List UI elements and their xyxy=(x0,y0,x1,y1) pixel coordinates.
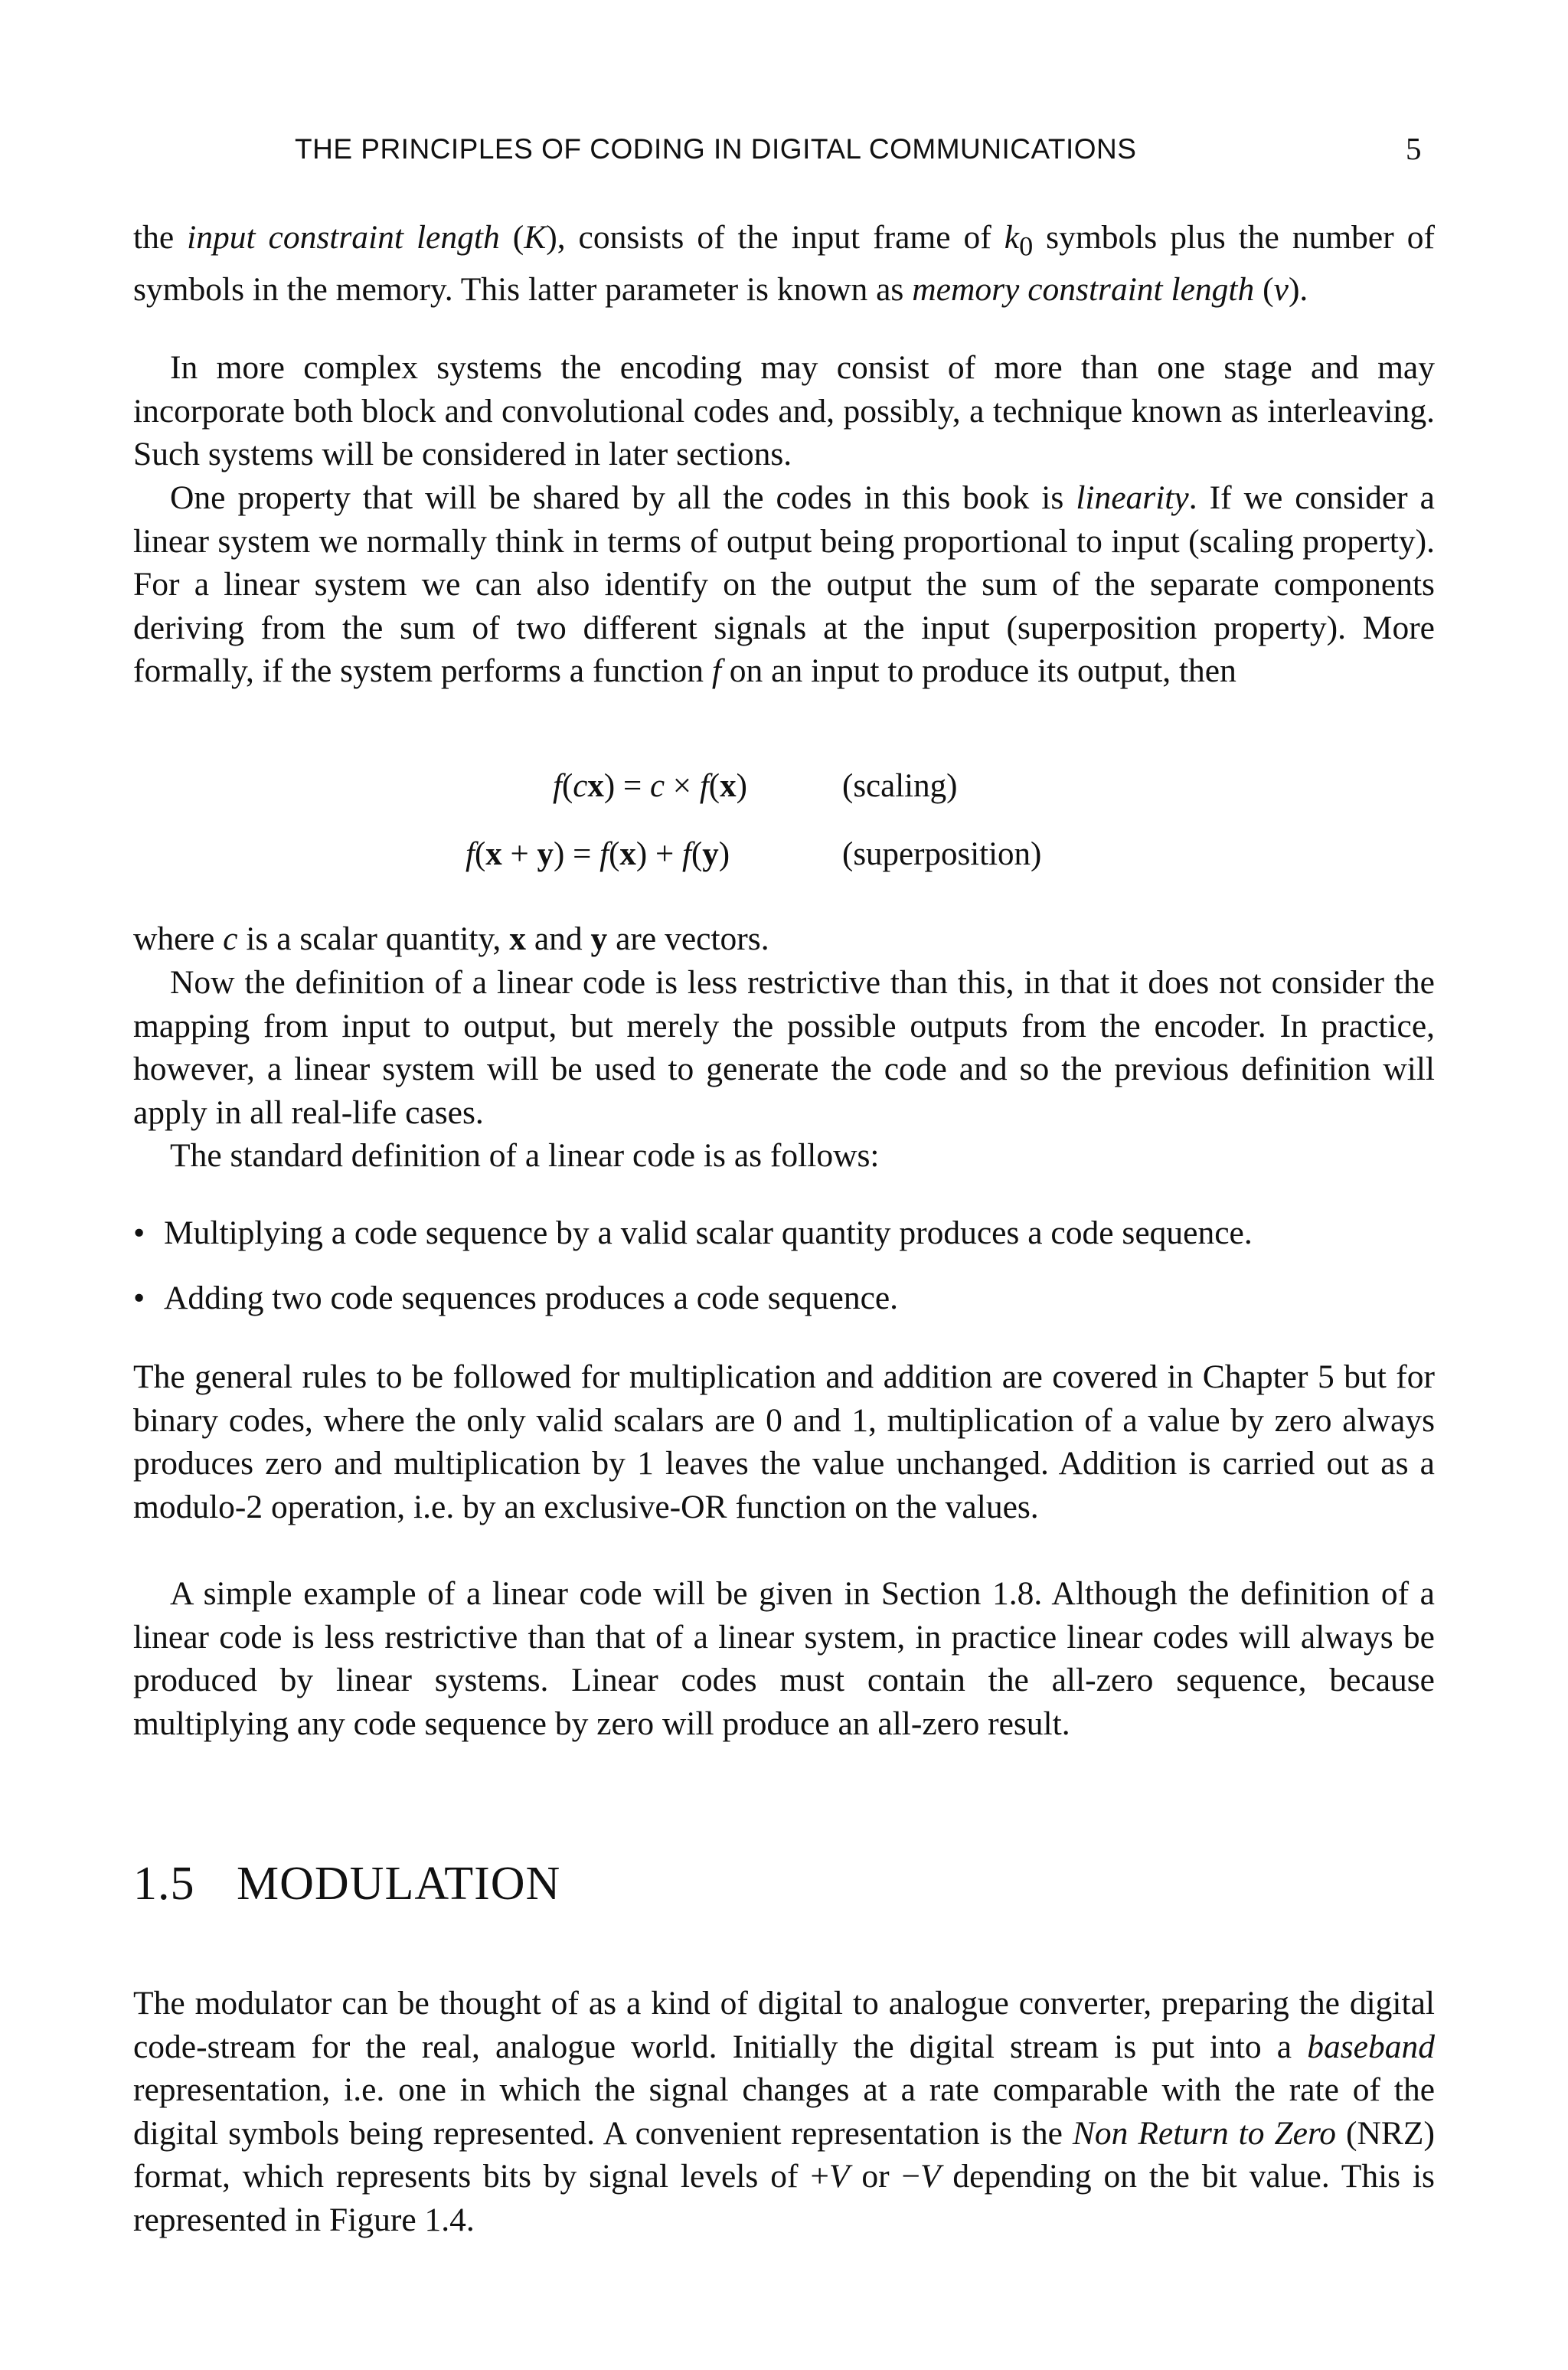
paragraph-binary-rules: The general rules to be followed for multiplication and addition are covered in Chapter 5 but for binary codes, where the only valid scalars are 0 and 1, multiplication of a value by zero always produces zero and multiplication by 1 leaves the value unchanged. Addition is carried out as a modulo-2 operation, i.e. by an exclusive-OR function on the values. xyxy=(133,1358,1435,1525)
paragraph-where: where c is a scalar quantity, x and y are vectors. xyxy=(133,920,769,957)
paragraph-constraint-length: the input constraint length (K), consists of the input frame of $k_0$ symbols plus the number of symbols in the memory. This latter parameter is known as memory constraint length (v). xyxy=(133,219,1435,309)
list-item: • Multiplying a code sequence by a valid scalar quantity produces a code sequence. xyxy=(133,1211,1450,1255)
section-title: MODULATION xyxy=(237,1858,561,1910)
running-header: THE PRINCIPLES OF CODING IN DIGITAL COMMUNICATIONS xyxy=(295,133,1137,165)
paragraph-modulation: The modulator can be thought of as a kind of digital to analogue converter, preparing the digital code-stream for the real, analogue world. Initially the digital stream is put into a baseband representation, i.e. one in which the signal changes at a rate comparable with the rate of the digital symbols being represented. A convenient representation is the Non Return to Zero (NRZ) format, which represents bits by signal levels of +V or −V depending on the bit value. This is represented in Figure 1.4. xyxy=(133,1985,1435,2238)
section-heading xyxy=(133,1857,560,1911)
paragraph-linearity: One property that will be shared by all the codes in this book is linearity. If we consider a linear system we normally think in terms of output being proportional to input (scaling property). For a linear system we can also identify on the output the sum of the separate components deriving from the sum of two different signals at the input (superposition property). More formally, if the system performs a function f on an input to produce its output, then xyxy=(133,479,1435,689)
equation-label-superposition: (superposition) xyxy=(842,836,1042,872)
list-item: • Adding two code sequences produces a code sequence. xyxy=(133,1277,1450,1320)
paragraph-complex-systems: In more complex systems the encoding may consist of more than one stage and may incorporate both block and convolutional codes and, possibly, a technique known as interleaving. Such systems will be considered in later sections. xyxy=(133,349,1435,472)
page-number: 5 xyxy=(1406,131,1422,166)
paragraph-linear-code-example: A simple example of a linear code will be given in Section 1.8. Although the definition of a linear code is less restrictive than that of a linear system, in practice linear codes will always be produced by linear systems. Linear codes must contain the all-zero sequence, because multiplying any code sequence by zero will produce an all-zero result. xyxy=(133,1575,1435,1742)
section-number: 1.5 xyxy=(133,1858,195,1910)
paragraph-linear-code-definition: Now the definition of a linear code is less restrictive than this, in that it does not consider the mapping from input to output, but merely the possible outputs from the encoder. In practice, however, a linear system will be used to generate the code and so the previous definition will apply in all real-life cases. xyxy=(133,964,1435,1131)
equation-scaling: f(cx) = c × f(x) xyxy=(553,768,747,804)
definition-bullet-list xyxy=(133,1211,1450,1341)
paragraph-standard-definition: The standard definition of a linear code is as follows: xyxy=(170,1137,880,1174)
equation-superposition: f(x + y) = f(x) + f(y) xyxy=(466,836,730,872)
equation-label-scaling: (scaling) xyxy=(842,768,958,804)
